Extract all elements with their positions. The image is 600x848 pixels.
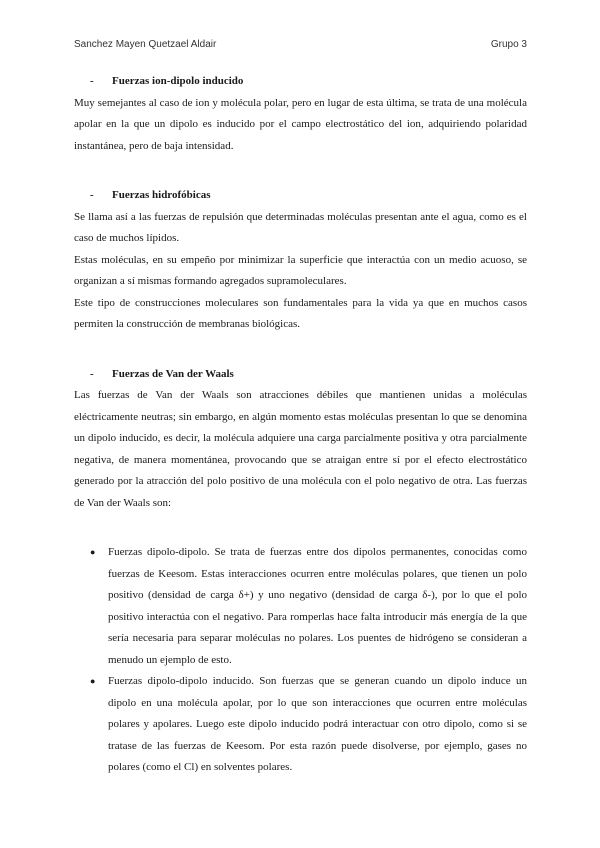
header-group: Grupo 3 bbox=[490, 39, 527, 50]
section-heading bbox=[74, 364, 527, 386]
heading-dash: - bbox=[90, 189, 94, 201]
heading-title: Fuerzas hidrofóbicas bbox=[112, 189, 211, 201]
section-heading bbox=[74, 185, 527, 207]
section-heading bbox=[74, 71, 527, 93]
list-item bbox=[74, 542, 527, 671]
paragraph: Se llama así a las fuerzas de repulsión que determinadas moléculas presentan ante el agua, como es el caso de muchos lípidos. bbox=[74, 210, 527, 244]
heading-dash: - bbox=[90, 367, 94, 380]
paragraph: Este tipo de construcciones moleculares son fundamentales para la vida ya que en muchos casos permiten la construcción de membranas biológicas. bbox=[74, 296, 527, 330]
bullet-icon: ● bbox=[90, 676, 96, 686]
heading-title: Fuerzas ion-dipolo inducido bbox=[112, 75, 244, 87]
document-body bbox=[74, 71, 527, 779]
paragraph: Muy semejantes al caso de ion y molécula polar, pero en lugar de esta última, se trata de una molécula apolar en la que un dipolo es inducido por el campo electrostático del ion, adquiriendo polaridad instantánea, pero de baja intensidad. bbox=[74, 96, 527, 152]
paragraph: Estas moléculas, en su empeño por minimizar la superficie que interactúa con un medio acuoso, se organizan a sí mismas formando agregados supramoleculares. bbox=[74, 253, 527, 287]
page-header bbox=[74, 39, 527, 53]
bullet-list bbox=[74, 542, 527, 779]
header-author: Sanchez Mayen Quetzael Aldair bbox=[74, 39, 217, 50]
heading-title: Fuerzas de Van der Waals bbox=[112, 367, 234, 380]
heading-dash: - bbox=[90, 75, 94, 87]
paragraph: Las fuerzas de Van der Waals son atracciones débiles que mantienen unidas a moléculas eléctricamente neutras; sin embargo, en algún momento estas moléculas presentan lo que se denomina un dipolo inducido, es decir, la molécula adquiere una carga parcialmente positiva y otra parcialmente negativa, de manera momentánea, provocando que se atraigan entre sí por el efecto electrostático generado por la atracción del polo positivo de una molécula con el polo negativo de otra. Las fuerzas de Van der Waals son: bbox=[74, 389, 527, 509]
bullet-icon: ● bbox=[90, 547, 96, 557]
list-item-text: Fuerzas dipolo-dipolo. Se trata de fuerzas entre dos dipolos permanentes, conocidas como fuerzas de Keesom. Estas interacciones ocurren entre moléculas polares, que tienen un polo positivo (densidad de carga δ+) y uno negativo (densidad de carga δ-), por lo que el polo positivo interactúa con el negativo. Para romperlas hace falta introducir más energía de la que sería necesaria para separar moléculas no polares. Los puentes de hidrógeno se consideran a menudo un ejemplo de esto. bbox=[108, 546, 527, 666]
list-item bbox=[74, 671, 527, 779]
list-item-text: Fuerzas dipolo-dipolo inducido. Son fuerzas que se generan cuando un dipolo induce un dipolo en una molécula apolar, por lo que son interacciones que ocurren entre moléculas polares y apolares. Luego este dipolo inducido podrá interactuar con otro dipolo, como si se tratase de las fuerzas de Keesom. Por esta razón puede disolverse, por ejemplo, gases no polares (como el Cl) en solventes polares. bbox=[108, 675, 527, 773]
